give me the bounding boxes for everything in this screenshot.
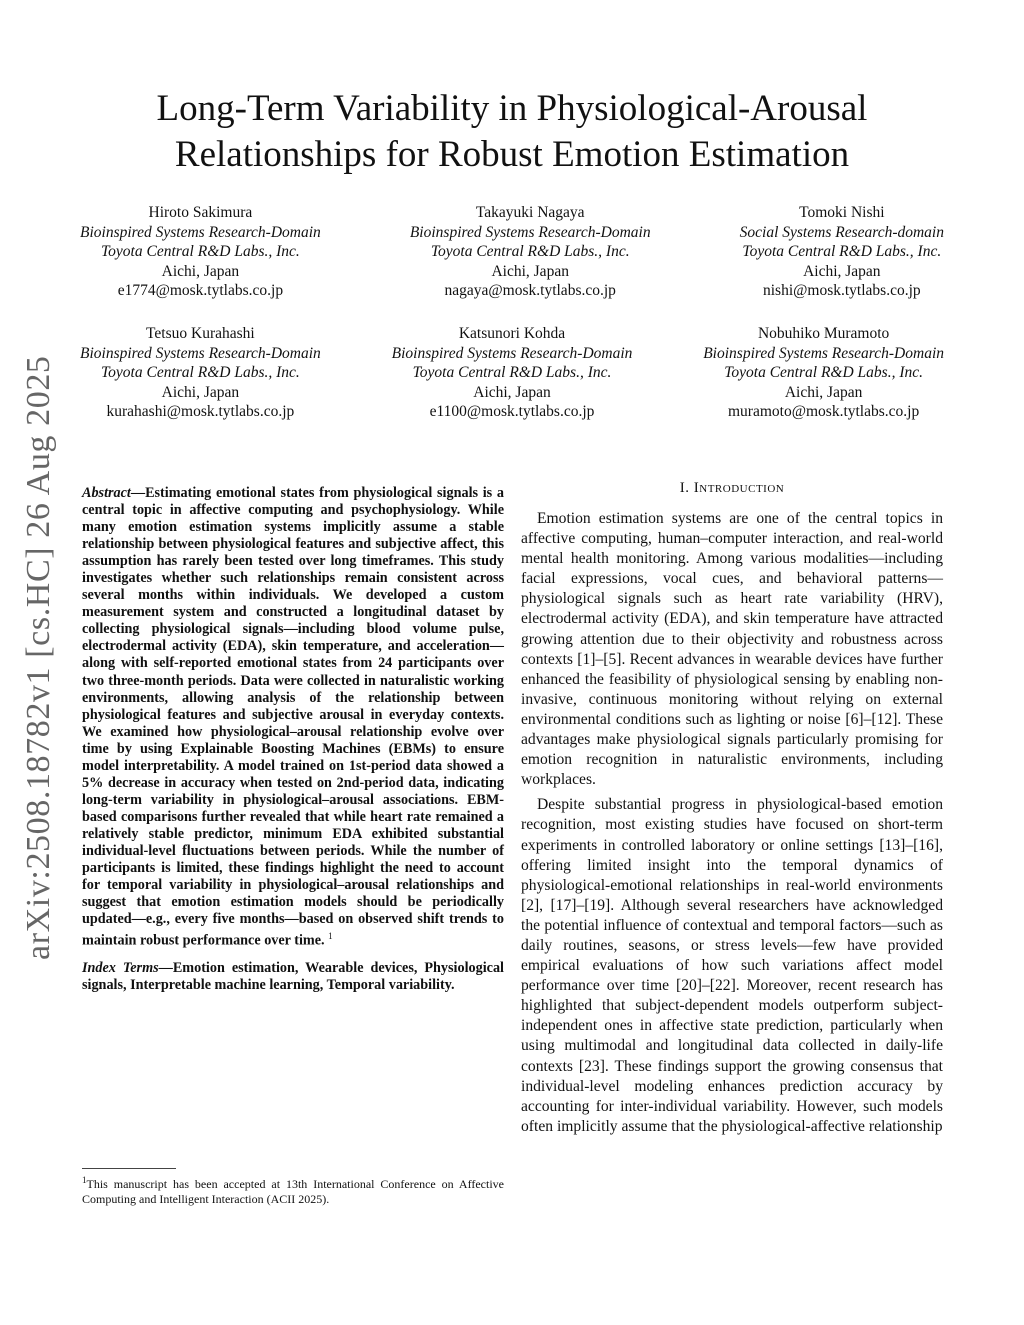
author-block: [703, 324, 944, 422]
author-department: Bioinspired Systems Research-Domain: [80, 223, 321, 241]
author-location: Aichi, Japan: [491, 262, 569, 280]
abstract-footnote-mark: 1: [328, 931, 333, 942]
author-department: Bioinspired Systems Research-Domain: [409, 223, 651, 241]
author-name: Hiroto Sakimura: [148, 204, 253, 221]
author-block: [740, 203, 944, 301]
author-name: Nobuhiko Muramoto: [757, 325, 890, 342]
index-terms: [82, 960, 504, 994]
abstract-text: —Estimating emotional states from physiological signals is a central topic in affective computing and psychophysiology. While many emotion estimation systems implicitly assume a stable relationship between physiological features and subjective affect, this assumption has rarely been tested over long timeframes. This study investigates whether such relationships remain consistent across several months within individuals. We developed a custom measurement system and constructed a longitudinal dataset by collecting physiological signals—including blood volume pulse, electrodermal activity (EDA), skin temperature, and acceleration—along with self-reported emotional states from 24 participants over two three-month periods. Data were collected in naturalistic working environments, allowing analysis of the relationship between physiological features and subjective arousal in everyday contexts. We examined how physiological–arousal relationship evolve over time by using Explainable Boosting Machines (EBMs) to ensure model interpretability. A model trained on 1st-period data showed a 5% decrease in accuracy when tested on 2nd-period data, indicating long-term variability in physiological–arousal associations. EBM-based comparisons further revealed that while heart rate remained a relatively stable predictor, minimum EDA exhibited substantial individual-level fluctuations between periods. While the number of participants is limited, these findings highlight the need to account for temporal variability in physiological–arousal relationships and suggest that emotion estimation models should be periodically updated—e.g., every five months—based on observed shift trends to maintain robust performance over time.: [82, 485, 504, 949]
footnote: [82, 1173, 504, 1207]
author-email[interactable]: muramoto@mosk.tytlabs.co.jp: [728, 403, 920, 421]
author-name: Takayuki Nagaya: [475, 204, 585, 221]
author-row-2: [80, 324, 944, 422]
author-organization: Toyota Central R&D Labs., Inc.: [430, 243, 630, 261]
author-block: [80, 324, 321, 422]
intro-paragraph-2: Despite substantial progress in physiological-based emotion recognition, most existing studies have focused on short-term experiments in controlled laboratory or online settings [13]–[16], offering limited insight into the temporal dynamics of physiological-emotional relationships in real-world environments [2], [17]–[19]. Although several researchers have acknowledged the potential influence of contextual and temporal factors—such as daily routines, seasons, or stress levels—few have provided empirical evaluations of how such variations affect model performance over time [20]–[22]. Moreover, recent research has highlighted that subject-dependent models outperform subject-independent ones in affective state prediction, particularly when using multimodal and longitudinal data collected in daily-life contexts [23]. These findings support the growing consensus that individual-level modeling enhances prediction accuracy by accounting for inter-individual variability. However, such models often implicitly assume that the physiological-affective relationship: [521, 796, 943, 1135]
right-column: [521, 480, 943, 1137]
footnote-divider: [82, 1168, 176, 1169]
author-organization: Toyota Central R&D Labs., Inc.: [100, 243, 300, 261]
author-email[interactable]: nishi@mosk.tytlabs.co.jp: [762, 282, 921, 300]
author-location: Aichi, Japan: [161, 383, 240, 401]
arxiv-identifier: arXiv:2508.18782v1 [cs.HC] 26 Aug 2025: [20, 355, 57, 960]
left-column: [82, 485, 504, 994]
footnote-mark: 1: [82, 1175, 87, 1185]
author-name: Katsunori Kohda: [458, 325, 566, 342]
footnote-text: This manuscript has been accepted at 13th International Conference on Affective Computing and Intelligent Interaction (ACII 2025).: [82, 1177, 504, 1206]
author-department: Bioinspired Systems Research-Domain: [703, 344, 944, 362]
paper-title: [80, 86, 944, 178]
author-block: [392, 324, 633, 422]
author-organization: Toyota Central R&D Labs., Inc.: [412, 364, 612, 382]
author-organization: Toyota Central R&D Labs., Inc.: [724, 364, 923, 382]
author-name: Tetsuo Kurahashi: [146, 325, 255, 342]
abstract-label: Abstract: [82, 485, 131, 501]
author-email[interactable]: e1100@mosk.tytlabs.co.jp: [429, 403, 595, 421]
intro-paragraph-1: Emotion estimation systems are one of the central topics in affective computing, human–computer interaction, and real-world mental health monitoring. Among various modalities—including facial expressions, vocal cues, and behavioral patterns—physiological signals such as heart rate variability (HRV), electrodermal activity (EDA), and skin temperature have attracted growing attention due to their objectivity and robustness across contexts [1]–[5]. Recent advances in wearable devices have further enhanced the feasibility of physiological sensing by enabling non-invasive, continuous monitoring without relying on external environmental conditions such as lighting or noise [6]–[12]. These advantages make physiological signals particularly promising for emotion recognition in naturalistic environments, including workplaces.: [521, 510, 943, 789]
author-email[interactable]: kurahashi@mosk.tytlabs.co.jp: [106, 403, 295, 421]
index-terms-label: Index Terms: [82, 960, 159, 976]
abstract: [82, 485, 504, 950]
title-line-1: Long-Term Variability in Physiological-Arousal: [156, 88, 868, 129]
author-name: Tomoki Nishi: [799, 204, 885, 221]
author-location: Aichi, Japan: [161, 262, 240, 280]
author-location: Aichi, Japan: [803, 262, 881, 280]
author-row-1: [80, 203, 944, 301]
section-heading-introduction: I. Introduction: [679, 480, 785, 496]
author-block: [80, 203, 321, 301]
author-email[interactable]: nagaya@mosk.tytlabs.co.jp: [444, 282, 616, 300]
author-location: Aichi, Japan: [784, 383, 863, 401]
author-email[interactable]: e1774@mosk.tytlabs.co.jp: [117, 282, 284, 300]
index-terms-text: —Emotion estimation, Wearable devices, Physiological signals, Interpretable machine learning, Temporal variability.: [82, 960, 504, 994]
author-organization: Toyota Central R&D Labs., Inc.: [100, 364, 300, 382]
author-organization: Toyota Central R&D Labs., Inc.: [742, 243, 942, 261]
author-block: [410, 203, 651, 301]
title-line-2: Relationships for Robust Emotion Estimation: [174, 134, 850, 175]
author-department: Bioinspired Systems Research-Domain: [80, 344, 321, 362]
author-location: Aichi, Japan: [473, 383, 551, 401]
author-department: Bioinspired Systems Research-Domain: [391, 344, 633, 362]
author-department: Social Systems Research-domain: [739, 223, 944, 241]
